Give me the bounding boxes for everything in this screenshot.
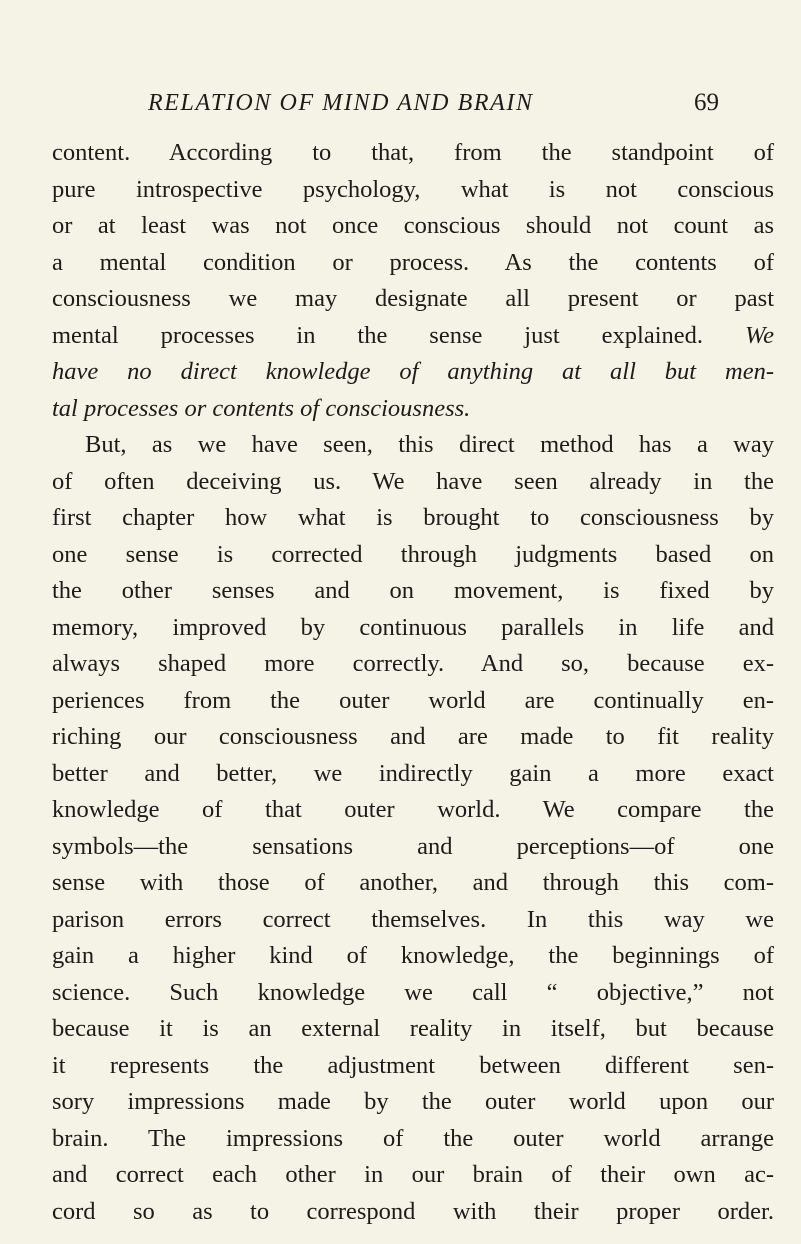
chapter-title: RELATION OF MIND AND BRAIN [148,90,534,116]
paragraph-start-line: But, as we have seen, this direct method has a way [85,431,774,458]
text-line: and correct each other in our brain of their own ac- [52,1161,774,1188]
text-line: knowledge of that outer world. We compare the [52,796,774,823]
text-line: content. According to that, from the standpoint of [52,139,774,166]
text-line: of often deceiving us. We have seen already in the [52,467,774,495]
text-line: science. Such knowledge we call “ objective,” not [52,978,774,1006]
text-line: the other senses and on movement, is fixed by [52,577,774,604]
text-line: symbols—the sensations and perceptions—of one [52,832,774,860]
running-head [0,88,801,128]
text-line [52,318,774,355]
text-line: a mental condition or process. As the contents of [52,248,774,276]
italic-text-line: have no direct knowledge of anything at all but men- [52,358,774,385]
text-line: or at least was not once conscious should not count as [52,212,774,239]
text-line: first chapter how what is brought to consciousness by [52,504,774,531]
text-line: always shaped more correctly. And so, because ex- [52,650,774,677]
page-number: 69 [694,89,719,116]
text-line: gain a higher kind of knowledge, the beginnings of [52,942,774,969]
text-line: consciousness we may designate all present or past [52,285,774,312]
text-line: sense with those of another, and through this com- [52,869,774,896]
text-line: brain. The impressions of the outer world arrange [52,1124,774,1152]
text-line: parison errors correct themselves. In this way we [52,905,774,933]
italic-text-span: We [744,321,774,349]
text-line: because it is an external reality in itself, but because [52,1015,774,1042]
text-line: one sense is corrected through judgments based on [52,540,774,568]
text-span: mental processes in the sense just explained. [52,321,704,349]
body-text [52,135,774,1230]
italic-text-line: tal processes or contents of consciousness. [52,394,471,422]
text-line: periences from the outer world are continually en- [52,686,774,714]
text-line: it represents the adjustment between different sen- [52,1051,774,1079]
text-line: better and better, we indirectly gain a more exact [52,759,774,787]
text-line: sory impressions made by the outer world upon our [52,1088,774,1115]
text-line: pure introspective psychology, what is not conscious [52,175,774,203]
text-line: memory, improved by continuous parallels in life and [52,613,774,641]
text-line: cord so as to correspond with their proper order. [52,1197,774,1225]
text-line: riching our consciousness and are made to fit reality [52,723,774,750]
